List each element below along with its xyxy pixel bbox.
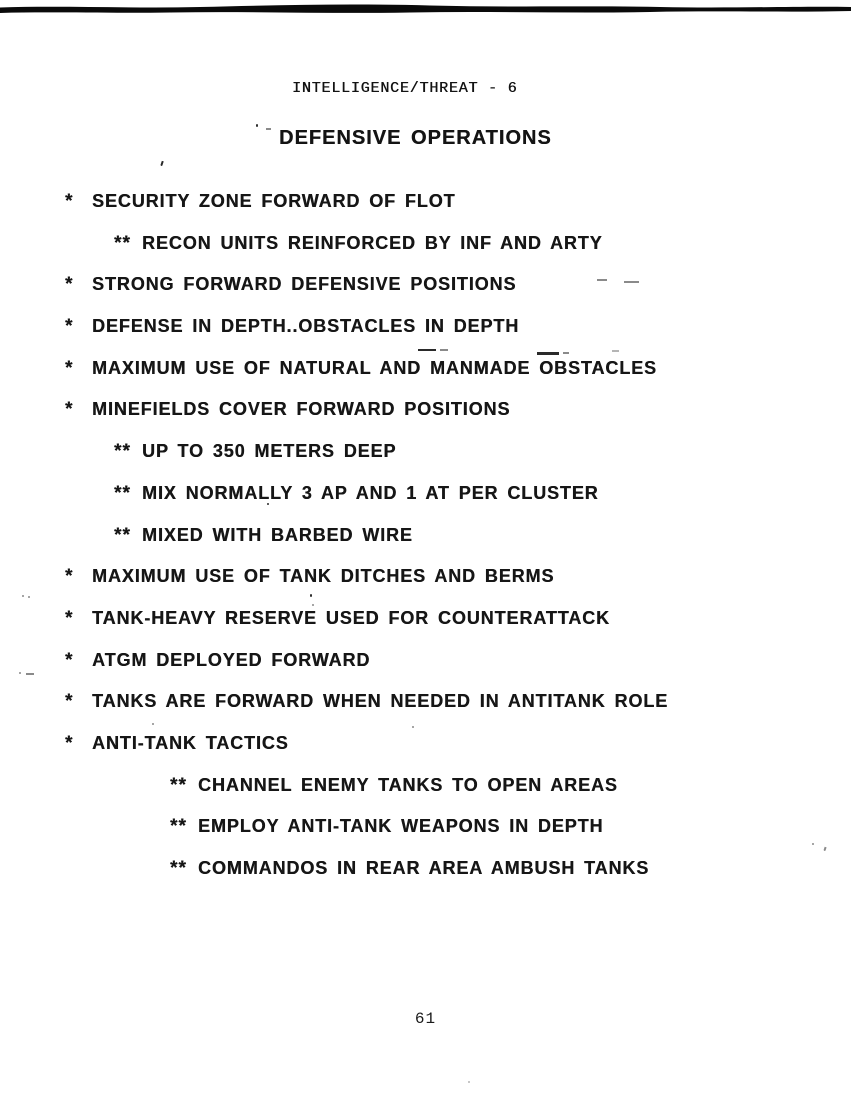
bullet-marker: * xyxy=(65,316,74,338)
bullet-marker: ** xyxy=(114,441,131,463)
bullet-text: CHANNEL ENEMY TANKS TO OPEN AREAS xyxy=(198,774,618,795)
sub-bullet-item xyxy=(0,858,851,900)
bullet-text: RECON UNITS REINFORCED BY INF AND ARTY xyxy=(142,232,603,253)
bullet-marker: ** xyxy=(170,774,187,796)
bullet-text: STRONG FORWARD DEFENSIVE POSITIONS xyxy=(92,274,517,295)
scan-artifact xyxy=(563,352,569,354)
bullet-text: MIX NORMALLY 3 AP AND 1 AT PER CLUSTER xyxy=(142,482,599,503)
scan-artifact xyxy=(468,1081,470,1083)
bullet-text: COMMANDOS IN REAR AREA AMBUSH TANKS xyxy=(198,858,650,878)
scan-artifact xyxy=(418,349,436,351)
classification-header: INTELLIGENCE/THREAT - 6 xyxy=(292,80,518,97)
scan-artifact xyxy=(624,281,639,283)
bullet-marker: * xyxy=(65,274,74,296)
sub-bullet-item xyxy=(0,525,851,567)
bullet-marker: ** xyxy=(170,858,187,879)
bullet-text: ANTI-TANK TACTICS xyxy=(92,732,289,753)
scan-artifact xyxy=(266,128,271,130)
bullet-item xyxy=(0,316,851,358)
sub-bullet-item xyxy=(0,233,851,275)
bullet-marker: * xyxy=(65,649,74,671)
bullet-marker: * xyxy=(65,732,74,754)
scan-artifact xyxy=(22,595,24,597)
sub-bullet-item xyxy=(0,441,851,483)
scan-artifact xyxy=(597,279,607,281)
scan-artifact xyxy=(537,352,559,355)
bullet-text: SECURITY ZONE FORWARD OF FLOT xyxy=(92,191,456,211)
bullet-marker: * xyxy=(65,191,74,212)
bullet-marker: * xyxy=(65,566,74,588)
bullet-text: ATGM DEPLOYED FORWARD xyxy=(92,649,371,670)
bullet-item xyxy=(0,191,851,233)
sub-bullet-item xyxy=(0,816,851,858)
bullet-item xyxy=(0,608,851,650)
scan-artifact xyxy=(612,350,619,352)
bullet-marker: * xyxy=(65,399,74,421)
bullet-item xyxy=(0,274,851,316)
bullet-text: MINEFIELDS COVER FORWARD POSITIONS xyxy=(92,399,511,420)
bullet-item xyxy=(0,358,851,400)
bullet-item xyxy=(0,650,851,692)
scan-edge-artifact xyxy=(0,0,851,18)
scan-artifact xyxy=(310,594,312,597)
bullet-marker: ** xyxy=(114,482,131,504)
bullet-marker: * xyxy=(65,357,74,379)
scan-artifact xyxy=(412,726,414,728)
scan-artifact xyxy=(267,503,269,505)
bullet-text: EMPLOY ANTI-TANK WEAPONS IN DEPTH xyxy=(198,816,604,837)
bullet-text: MAXIMUM USE OF TANK DITCHES AND BERMS xyxy=(92,566,555,587)
bullet-marker: * xyxy=(65,691,74,713)
bullet-text: TANKS ARE FORWARD WHEN NEEDED IN ANTITANK ROLE xyxy=(92,691,669,712)
scan-artifact xyxy=(19,672,21,674)
scan-artifact xyxy=(160,161,163,166)
bullet-marker: ** xyxy=(114,232,131,254)
page-number: 61 xyxy=(414,1010,437,1028)
bullet-marker: ** xyxy=(114,524,131,546)
bullet-text: UP TO 350 METERS DEEP xyxy=(142,441,397,462)
scan-artifact xyxy=(256,124,258,127)
bullet-text: DEFENSE IN DEPTH..OBSTACLES IN DEPTH xyxy=(92,316,520,337)
scan-artifact xyxy=(812,843,814,845)
bullet-marker: * xyxy=(65,607,74,629)
scan-artifact xyxy=(312,604,314,606)
sub-bullet-item xyxy=(0,775,851,817)
bullet-item xyxy=(0,733,851,775)
bullet-item xyxy=(0,691,851,733)
bullet-marker: ** xyxy=(170,816,187,838)
bullet-text: TANK-HEAVY RESERVE USED FOR COUNTERATTACK xyxy=(92,607,610,628)
bullet-item xyxy=(0,399,851,441)
scan-artifact xyxy=(26,673,34,675)
bullet-list xyxy=(0,191,851,900)
scan-artifact xyxy=(440,349,448,351)
bullet-item xyxy=(0,566,851,608)
page-title: DEFENSIVE OPERATIONS xyxy=(279,127,552,149)
scan-artifact xyxy=(152,723,154,725)
sub-bullet-item xyxy=(0,483,851,525)
scan-artifact xyxy=(28,596,30,598)
bullet-text: MAXIMUM USE OF NATURAL AND MANMADE OBSTACLES xyxy=(92,357,657,378)
bullet-text: MIXED WITH BARBED WIRE xyxy=(142,524,413,545)
